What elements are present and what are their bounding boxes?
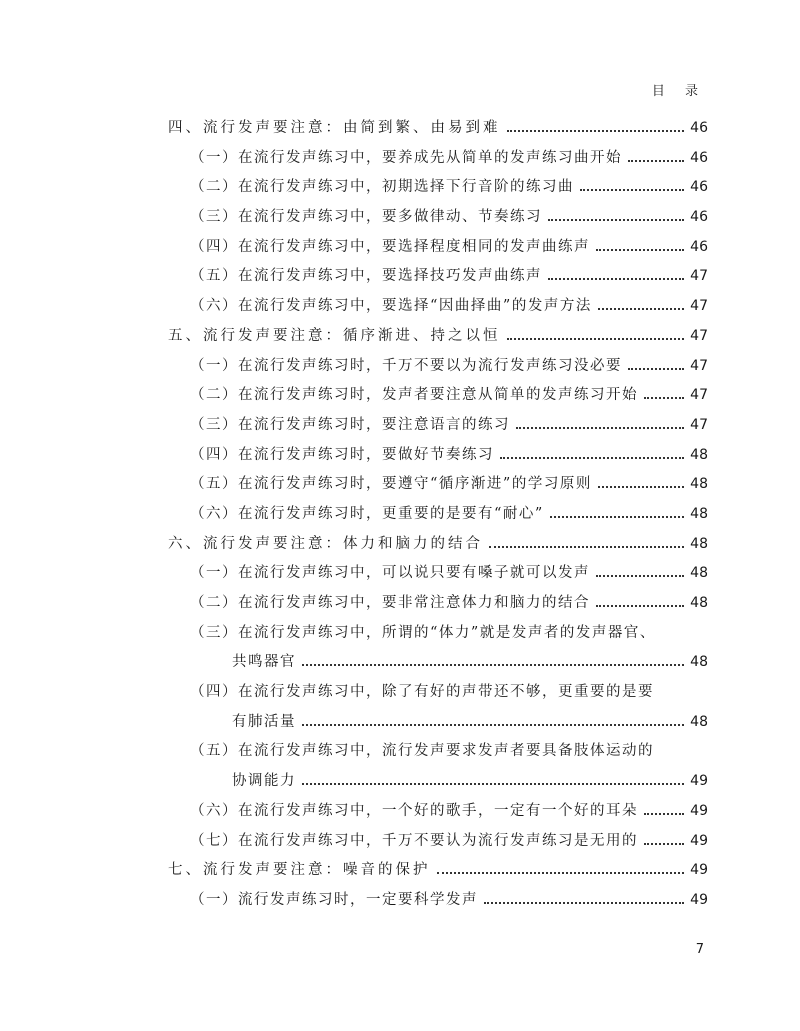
toc-entry-continuation <box>168 769 708 799</box>
toc-dot-leader <box>302 724 684 726</box>
toc-page-number: 47 <box>690 298 708 315</box>
toc-dot-leader <box>302 664 684 666</box>
toc-dot-leader <box>628 368 684 370</box>
toc-entry-title: 六、流行发声要注意：体力和脑力的结合 <box>168 535 483 552</box>
toc-section-entry <box>168 858 708 888</box>
toc-dot-leader <box>484 902 684 904</box>
toc-page-number: 48 <box>690 595 708 611</box>
toc-entry-title: （一）在流行发声练习中，要养成先从简单的发声练习曲开始 <box>190 149 622 166</box>
toc-dot-leader <box>302 783 684 785</box>
toc-page-number: 47 <box>690 327 708 344</box>
toc-dot-leader <box>628 160 684 162</box>
toc-dot-leader <box>507 130 685 132</box>
toc-entry-title: （六）在流行发声练习中，一个好的歌手，一定有一个好的耳朵 <box>190 802 638 819</box>
toc-dot-leader <box>596 249 684 251</box>
toc-subsection-entry <box>168 175 708 205</box>
toc-page-number: 48 <box>690 535 708 552</box>
toc-page-number: 47 <box>690 357 708 374</box>
toc-page-number: 47 <box>690 416 708 433</box>
toc-subsection-entry <box>168 294 708 324</box>
toc-page-number: 49 <box>690 832 708 849</box>
toc-entry-title: 协调能力 <box>232 773 296 790</box>
toc-dot-leader <box>489 546 684 548</box>
toc-subsection-entry <box>168 235 708 265</box>
toc-subsection-entry <box>168 443 708 473</box>
toc-page-number: 49 <box>690 773 708 790</box>
toc-entry-title: （三）在流行发声练习中，所谓的“体力”就是发声者的发声器官、 <box>190 624 656 641</box>
toc-page-number: 48 <box>690 713 708 730</box>
page-number: 7 <box>695 942 704 957</box>
toc-entry-title: （七）在流行发声练习中，千万不要认为流行发声练习是无用的 <box>190 832 638 849</box>
toc-dot-leader <box>516 427 684 429</box>
toc-page-number: 46 <box>690 149 708 166</box>
toc-entry-title: 五、流行发声要注意：循序渐进、持之以恒 <box>168 327 501 344</box>
toc-subsection-entry <box>168 264 708 294</box>
toc-entry-title: （二）在流行发声练习中，初期选择下行音阶的练习曲 <box>190 179 574 196</box>
toc-subsection-entry <box>168 829 708 859</box>
toc-entry-title: 有肺活量 <box>232 713 296 730</box>
toc-page-number: 47 <box>690 268 708 285</box>
toc-entry-title: 四、流行发声要注意：由简到繁、由易到难 <box>168 120 501 136</box>
toc-page-number: 47 <box>690 387 708 404</box>
toc-entry-title: 七、流行发声要注意：噪音的保护 <box>168 862 431 879</box>
toc-page-number: 48 <box>690 476 708 493</box>
toc-entry-title: （五）在流行发声练习中，要选择技巧发声曲练声 <box>190 268 542 285</box>
toc-subsection-entry <box>168 739 708 769</box>
toc-subsection-entry <box>168 799 708 829</box>
toc-entry-title: （六）在流行发声练习时，更重要的是要有“耐心” <box>190 505 544 522</box>
toc-subsection-entry <box>168 354 708 384</box>
toc-entry-title: （二）在流行发声练习中，要非常注意体力和脑力的结合 <box>190 595 590 611</box>
toc-dot-leader <box>644 813 684 815</box>
toc-entry-title: （六）在流行发声练习中，要选择“因曲择曲”的发声方法 <box>190 298 592 315</box>
toc-dot-leader <box>437 872 685 874</box>
toc-dot-leader <box>598 486 684 488</box>
toc-entry-title: （四）在流行发声练习中，除了有好的声带还不够，更重要的是要 <box>190 684 654 701</box>
toc-page-number: 46 <box>690 120 708 136</box>
toc-entry-title: （四）在流行发声练习中，要选择程度相同的发声曲练声 <box>190 238 590 255</box>
table-of-contents <box>168 116 708 918</box>
toc-subsection-entry <box>168 502 708 532</box>
toc-page-number: 49 <box>690 891 708 908</box>
toc-entry-title: （五）在流行发声练习中，流行发声要求发声者要具备肢体运动的 <box>190 743 654 760</box>
running-head: 目 录 <box>651 84 706 99</box>
toc-dot-leader <box>596 605 684 607</box>
toc-section-entry <box>168 116 708 146</box>
toc-subsection-entry <box>168 413 708 443</box>
toc-dot-leader <box>500 457 684 459</box>
toc-subsection-entry <box>168 383 708 413</box>
toc-subsection-entry <box>168 472 708 502</box>
toc-page-number: 48 <box>690 565 708 582</box>
toc-entry-title: （五）在流行发声练习时，要遵守“循序渐进”的学习原则 <box>190 476 592 493</box>
toc-subsection-entry <box>168 205 708 235</box>
toc-page-number: 49 <box>690 802 708 819</box>
toc-entry-title: （四）在流行发声练习时，要做好节奏练习 <box>190 446 494 463</box>
toc-dot-leader <box>548 278 684 280</box>
toc-section-entry <box>168 324 708 354</box>
toc-subsection-entry <box>168 591 708 621</box>
toc-subsection-entry <box>168 621 708 651</box>
toc-entry-title: 共鸣器官 <box>232 654 296 671</box>
toc-entry-title: （二）在流行发声练习时，发声者要注意从简单的发声练习开始 <box>190 387 638 404</box>
toc-dot-leader <box>550 516 684 518</box>
toc-subsection-entry <box>168 888 708 918</box>
toc-dot-leader <box>580 189 684 191</box>
toc-dot-leader <box>644 843 684 845</box>
toc-dot-leader <box>596 575 684 577</box>
toc-page-number: 46 <box>690 209 708 226</box>
toc-entry-continuation <box>168 710 708 740</box>
toc-page-number: 48 <box>690 446 708 463</box>
toc-page-number: 48 <box>690 654 708 671</box>
toc-dot-leader <box>548 219 684 221</box>
toc-entry-title: （一）在流行发声练习中，可以说只要有嗓子就可以发声 <box>190 565 590 582</box>
toc-subsection-entry <box>168 561 708 591</box>
toc-dot-leader <box>598 308 684 310</box>
toc-page-number: 46 <box>690 238 708 255</box>
toc-page-number: 49 <box>690 862 708 879</box>
toc-subsection-entry <box>168 680 708 710</box>
toc-entry-title: （一）流行发声练习时，一定要科学发声 <box>190 891 478 908</box>
toc-entry-title: （三）在流行发声练习时，要注意语言的练习 <box>190 416 510 433</box>
toc-entry-title: （三）在流行发声练习中，要多做律动、节奏练习 <box>190 209 542 226</box>
toc-dot-leader <box>644 397 684 399</box>
toc-page-number: 46 <box>690 179 708 196</box>
toc-dot-leader <box>507 338 685 340</box>
toc-entry-title: （一）在流行发声练习时，千万不要以为流行发声练习没必要 <box>190 357 622 374</box>
toc-section-entry <box>168 532 708 562</box>
toc-page-number: 48 <box>690 505 708 522</box>
toc-subsection-entry <box>168 146 708 176</box>
toc-entry-continuation <box>168 650 708 680</box>
